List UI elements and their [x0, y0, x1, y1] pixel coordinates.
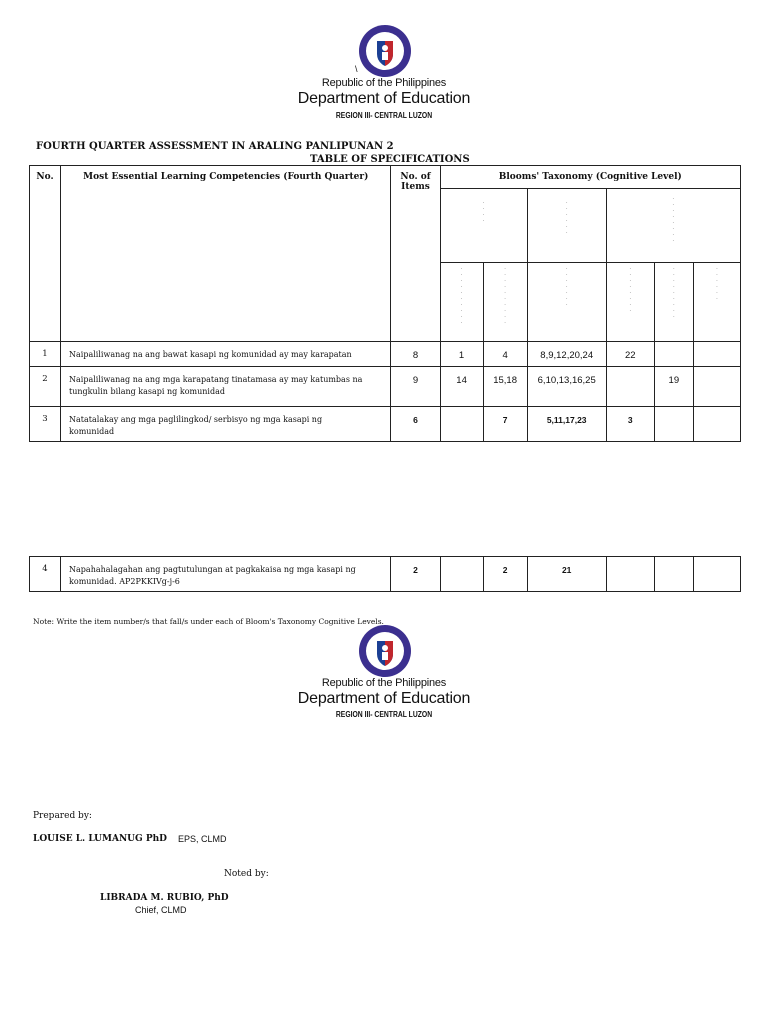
row-level-5	[654, 407, 693, 442]
row-level-4	[606, 557, 654, 592]
table-row	[30, 407, 741, 442]
row-items: 6	[391, 407, 440, 442]
assessment-title: FOURTH QUARTER ASSESSMENT IN ARALING PANLIPUNAN 2	[36, 141, 394, 152]
republic-label-bottom: Republic of the Philippines	[321, 677, 447, 689]
row-number: 3	[30, 407, 61, 442]
row-number: 4	[30, 557, 61, 592]
row-level-3: 21	[527, 557, 606, 592]
row-level-1: 14	[440, 367, 483, 407]
header-competencies: Most Essential Learning Competencies (Fourth Quarter)	[61, 166, 391, 342]
row-level-4: 3	[606, 407, 654, 442]
table-title: TABLE OF SPECIFICATIONS	[310, 154, 470, 165]
noted-by-title: Chief, CLMD	[135, 905, 187, 915]
row-number: 2	[30, 367, 61, 407]
row-level-2: 4	[483, 342, 527, 367]
row-level-1: 1	[440, 342, 483, 367]
row-number: 1	[30, 342, 61, 367]
noted-by-name: LIBRADA M. RUBIO, PhD	[100, 893, 229, 903]
row-items: 2	[391, 557, 440, 592]
table-row	[30, 557, 741, 592]
deped-seal-top	[358, 24, 412, 78]
prepared-by-title: EPS, CLMD	[178, 834, 227, 844]
republic-label: Republic of the Philippines	[321, 77, 447, 89]
header-blooms: Blooms' Taxonomy (Cognitive Level)	[440, 166, 740, 189]
row-level-5	[654, 342, 693, 367]
row-items: 9	[391, 367, 440, 407]
table-row	[30, 342, 741, 367]
blooms-level-5: · · · · · · · · ·	[654, 263, 693, 342]
blooms-level-1: · · · · · · · · · ·	[440, 263, 483, 342]
region-label: REGION III- CENTRAL LUZON	[335, 111, 433, 120]
prepared-by-name: LOUISE L. LUMANUG PhD	[33, 834, 167, 844]
row-level-6	[693, 557, 740, 592]
row-level-4: 22	[606, 342, 654, 367]
row-level-1	[440, 407, 483, 442]
row-level-2: 2	[483, 557, 527, 592]
blooms-level-3: · · · · · · ·	[527, 263, 606, 342]
blooms-level-6: · · · · · ·	[693, 263, 740, 342]
row-level-6	[693, 407, 740, 442]
row-level-3: 8,9,12,20,24	[527, 342, 606, 367]
row-items: 8	[391, 342, 440, 367]
row-level-3: 5,11,17,23	[527, 407, 606, 442]
header-items: No. of Items	[391, 166, 440, 342]
deped-seal-bottom	[358, 624, 412, 678]
region-label-bottom: REGION III- CENTRAL LUZON	[335, 710, 433, 719]
noted-by-label: Noted by:	[224, 869, 269, 879]
blooms-group-lower: · · · ·	[440, 189, 527, 263]
stray-mark: \	[355, 64, 358, 74]
department-title-bottom: Department of Education	[297, 690, 471, 707]
specifications-table-continued	[29, 556, 741, 592]
row-level-5: 19	[654, 367, 693, 407]
row-level-6	[693, 367, 740, 407]
row-competency: Natatalakay ang mga paglilingkod/ serbisyo ng mga kasapi ng komunidad	[61, 407, 391, 442]
row-level-4	[606, 367, 654, 407]
blooms-group-higher: · · · · · · · ·	[606, 189, 740, 263]
row-competency: Napahahalagahan ang pagtutulungan at pagkakaisa ng mga kasapi ng komunidad. AP2PKKIVg-j-6	[61, 557, 391, 592]
table-row	[30, 367, 741, 407]
row-level-2: 15,18	[483, 367, 527, 407]
blooms-group-middle: · · · · · ·	[527, 189, 606, 263]
blooms-level-2: · · · · · · · · · ·	[483, 263, 527, 342]
specifications-table	[29, 165, 741, 442]
department-title: Department of Education	[297, 90, 471, 107]
row-level-3: 6,10,13,16,25	[527, 367, 606, 407]
row-competency: Naipaliliwanag na ang bawat kasapi ng komunidad ay may karapatan	[61, 342, 391, 367]
prepared-by-label: Prepared by:	[33, 811, 92, 821]
row-competency: Naipaliliwanag na ang mga karapatang tinatamasa ay may katumbas na tungkulin bilang kasapi ng komunidad	[61, 367, 391, 407]
row-level-2: 7	[483, 407, 527, 442]
header-no: No.	[30, 166, 61, 342]
row-level-5	[654, 557, 693, 592]
note-text: Note: Write the item number/s that fall/s under each of Bloom's Taxonomy Cognitive Levels.	[33, 617, 384, 626]
row-level-6	[693, 342, 740, 367]
blooms-level-4: · · · · · · · ·	[606, 263, 654, 342]
row-level-1	[440, 557, 483, 592]
